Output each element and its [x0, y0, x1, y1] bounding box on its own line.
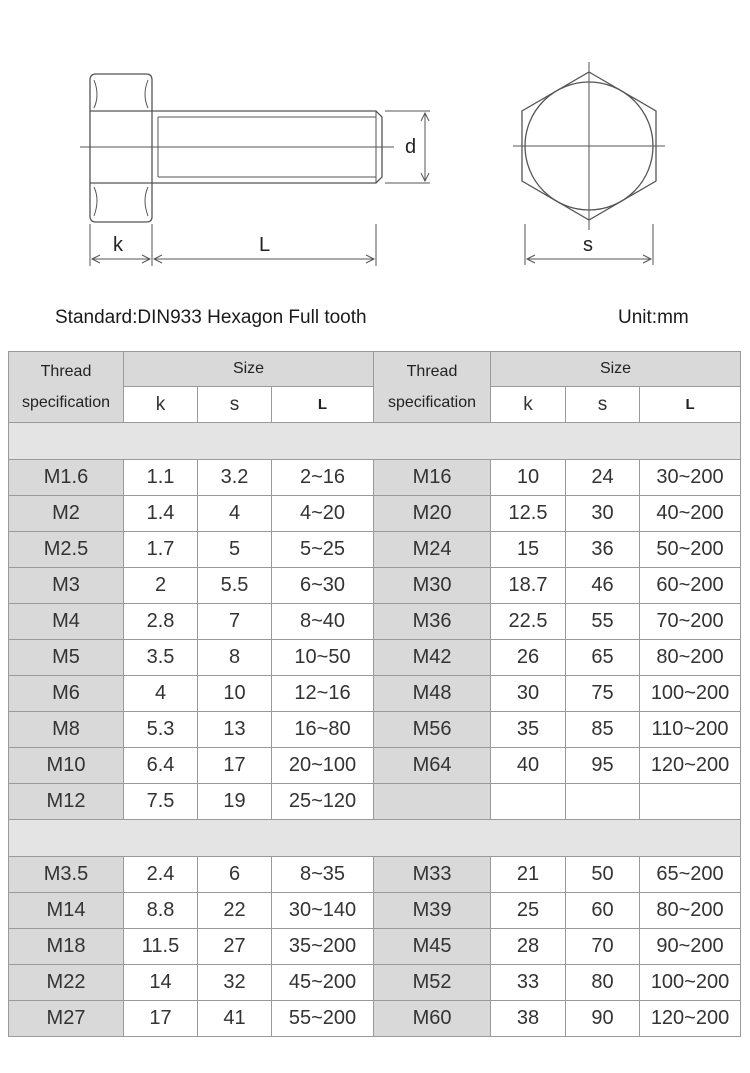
cell-left-L: 2~16 — [272, 460, 374, 496]
cell-left-k: 17 — [124, 1001, 198, 1037]
cell-right-L: 120~200 — [640, 748, 741, 784]
cell-right-thread: M39 — [374, 893, 491, 929]
table-row — [9, 965, 741, 1001]
dimension-label-d: d — [405, 136, 417, 158]
cell-left-thread: M12 — [9, 784, 124, 820]
table-row — [9, 1001, 741, 1037]
cell-right-thread: M20 — [374, 496, 491, 532]
dimension-label-s: s — [583, 234, 593, 256]
group-separator — [9, 423, 741, 460]
cell-left-L: 12~16 — [272, 676, 374, 712]
cell-right-k: 21 — [491, 857, 566, 893]
cell-right-k: 15 — [491, 532, 566, 568]
cell-right-s: 50 — [566, 857, 640, 893]
table-group-2 — [9, 857, 741, 1037]
cell-left-s: 32 — [198, 965, 272, 1001]
cell-right-s: 46 — [566, 568, 640, 604]
table-row — [9, 532, 741, 568]
cell-left-thread: M27 — [9, 1001, 124, 1037]
cell-left-L: 45~200 — [272, 965, 374, 1001]
cell-left-L: 35~200 — [272, 929, 374, 965]
cell-right-thread: M45 — [374, 929, 491, 965]
dimension-label-k: k — [113, 234, 123, 256]
cell-right-thread — [374, 784, 491, 820]
cell-left-thread: M2 — [9, 496, 124, 532]
cell-left-thread: M14 — [9, 893, 124, 929]
table-row — [9, 712, 741, 748]
size-header-right: Size — [491, 352, 741, 387]
table-row — [9, 460, 741, 496]
unit-caption: Unit:mm — [618, 307, 689, 328]
cell-right-thread: M60 — [374, 1001, 491, 1037]
cell-right-k: 25 — [491, 893, 566, 929]
cell-left-thread: M22 — [9, 965, 124, 1001]
cell-left-L: 4~20 — [272, 496, 374, 532]
cell-left-L: 10~50 — [272, 640, 374, 676]
cell-right-s: 55 — [566, 604, 640, 640]
cell-right-thread: M36 — [374, 604, 491, 640]
cell-left-L: 16~80 — [272, 712, 374, 748]
table-row — [9, 568, 741, 604]
cell-right-s: 30 — [566, 496, 640, 532]
cell-left-k: 14 — [124, 965, 198, 1001]
col-header-s: s — [566, 387, 640, 423]
cell-left-s: 27 — [198, 929, 272, 965]
thread-spec-header-left — [9, 352, 124, 423]
cell-left-k: 2.4 — [124, 857, 198, 893]
cell-right-k: 26 — [491, 640, 566, 676]
cell-right-k: 18.7 — [491, 568, 566, 604]
table-row — [9, 640, 741, 676]
cell-left-s: 19 — [198, 784, 272, 820]
thread-header-line2: specification — [387, 394, 477, 411]
cell-left-s: 3.2 — [198, 460, 272, 496]
cell-left-s: 5.5 — [198, 568, 272, 604]
size-header-left: Size — [124, 352, 374, 387]
bolt-side-view — [80, 74, 430, 266]
cell-left-thread: M10 — [9, 748, 124, 784]
col-header-k: k — [124, 387, 198, 423]
cell-left-k: 1.1 — [124, 460, 198, 496]
cell-right-k: 12.5 — [491, 496, 566, 532]
col-header-L: L — [640, 387, 741, 423]
cell-right-k: 35 — [491, 712, 566, 748]
cell-right-L — [640, 784, 741, 820]
col-header-k: k — [491, 387, 566, 423]
cell-left-k: 5.3 — [124, 712, 198, 748]
cell-left-s: 4 — [198, 496, 272, 532]
cell-left-L: 5~25 — [272, 532, 374, 568]
cell-right-k: 28 — [491, 929, 566, 965]
cell-right-thread: M24 — [374, 532, 491, 568]
cell-right-s: 90 — [566, 1001, 640, 1037]
cell-left-L: 6~30 — [272, 568, 374, 604]
cell-right-L: 40~200 — [640, 496, 741, 532]
dimension-label-L: L — [259, 234, 271, 256]
cell-right-thread: M64 — [374, 748, 491, 784]
cell-left-k: 1.4 — [124, 496, 198, 532]
cell-left-thread: M2.5 — [9, 532, 124, 568]
cell-right-L: 100~200 — [640, 965, 741, 1001]
cell-left-k: 4 — [124, 676, 198, 712]
cell-right-k: 40 — [491, 748, 566, 784]
bolt-drawings — [0, 0, 750, 290]
cell-right-s: 75 — [566, 676, 640, 712]
cell-right-s: 70 — [566, 929, 640, 965]
table-row — [9, 857, 741, 893]
cell-right-L: 70~200 — [640, 604, 741, 640]
cell-right-k: 10 — [491, 460, 566, 496]
cell-left-s: 6 — [198, 857, 272, 893]
cell-right-L: 110~200 — [640, 712, 741, 748]
cell-right-thread: M30 — [374, 568, 491, 604]
cell-right-k: 33 — [491, 965, 566, 1001]
table-row — [9, 929, 741, 965]
cell-right-thread: M33 — [374, 857, 491, 893]
cell-left-k: 11.5 — [124, 929, 198, 965]
cell-left-s: 13 — [198, 712, 272, 748]
cell-left-s: 10 — [198, 676, 272, 712]
cell-left-k: 7.5 — [124, 784, 198, 820]
cell-right-L: 30~200 — [640, 460, 741, 496]
cell-left-L: 8~40 — [272, 604, 374, 640]
thread-header-line2: specification — [21, 394, 111, 411]
table-row — [9, 676, 741, 712]
table-row — [9, 496, 741, 532]
cell-right-thread: M42 — [374, 640, 491, 676]
cell-left-s: 22 — [198, 893, 272, 929]
cell-left-s: 8 — [198, 640, 272, 676]
cell-right-k: 38 — [491, 1001, 566, 1037]
cell-right-L: 120~200 — [640, 1001, 741, 1037]
cell-left-L: 8~35 — [272, 857, 374, 893]
cell-right-s — [566, 784, 640, 820]
thread-spec-header-right — [374, 352, 491, 423]
cell-right-L: 60~200 — [640, 568, 741, 604]
cell-left-s: 41 — [198, 1001, 272, 1037]
table-row — [9, 893, 741, 929]
table-row — [9, 784, 741, 820]
col-header-L: L — [272, 387, 374, 423]
cell-right-thread: M52 — [374, 965, 491, 1001]
cell-right-L: 65~200 — [640, 857, 741, 893]
cell-right-L: 50~200 — [640, 532, 741, 568]
table-row — [9, 604, 741, 640]
standard-caption: Standard:DIN933 Hexagon Full tooth — [55, 307, 367, 328]
cell-right-L: 80~200 — [640, 640, 741, 676]
cell-right-k: 22.5 — [491, 604, 566, 640]
cell-left-k: 3.5 — [124, 640, 198, 676]
cell-right-s: 95 — [566, 748, 640, 784]
cell-left-k: 2.8 — [124, 604, 198, 640]
cell-right-s: 36 — [566, 532, 640, 568]
cell-right-thread: M56 — [374, 712, 491, 748]
cell-left-s: 17 — [198, 748, 272, 784]
cell-right-k — [491, 784, 566, 820]
cell-right-k: 30 — [491, 676, 566, 712]
cell-left-thread: M1.6 — [9, 460, 124, 496]
cell-left-thread: M8 — [9, 712, 124, 748]
thread-header-line1: Thread — [406, 363, 458, 380]
cell-right-thread: M48 — [374, 676, 491, 712]
cell-left-thread: M18 — [9, 929, 124, 965]
cell-right-thread: M16 — [374, 460, 491, 496]
col-header-s: s — [198, 387, 272, 423]
cell-left-k: 8.8 — [124, 893, 198, 929]
cell-right-s: 24 — [566, 460, 640, 496]
cell-left-L: 20~100 — [272, 748, 374, 784]
cell-left-s: 7 — [198, 604, 272, 640]
table-group-1 — [9, 460, 741, 820]
table-row — [9, 748, 741, 784]
cell-left-thread: M4 — [9, 604, 124, 640]
cell-right-L: 100~200 — [640, 676, 741, 712]
cell-left-L: 55~200 — [272, 1001, 374, 1037]
cell-right-s: 85 — [566, 712, 640, 748]
cell-right-L: 90~200 — [640, 929, 741, 965]
cell-left-L: 30~140 — [272, 893, 374, 929]
cell-left-thread: M3.5 — [9, 857, 124, 893]
cell-left-thread: M6 — [9, 676, 124, 712]
cell-left-k: 1.7 — [124, 532, 198, 568]
cell-right-s: 65 — [566, 640, 640, 676]
group-separator — [9, 820, 741, 857]
cell-right-s: 80 — [566, 965, 640, 1001]
cell-left-thread: M3 — [9, 568, 124, 604]
cell-right-s: 60 — [566, 893, 640, 929]
cell-left-k: 2 — [124, 568, 198, 604]
cell-left-k: 6.4 — [124, 748, 198, 784]
cell-right-L: 80~200 — [640, 893, 741, 929]
cell-left-thread: M5 — [9, 640, 124, 676]
cell-left-L: 25~120 — [272, 784, 374, 820]
cell-left-s: 5 — [198, 532, 272, 568]
thread-header-line1: Thread — [40, 363, 92, 380]
bolt-size-table — [8, 351, 741, 1037]
